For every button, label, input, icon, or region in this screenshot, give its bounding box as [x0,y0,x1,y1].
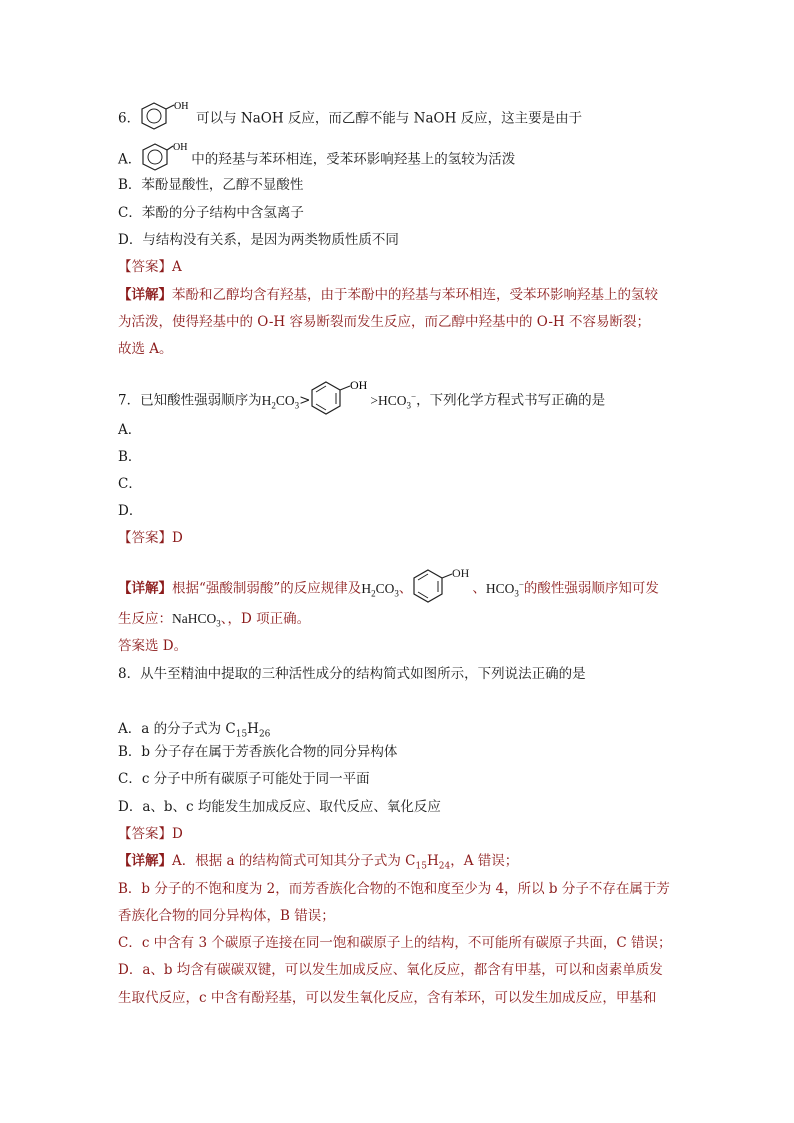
q8-answer: 【答案】D [118,826,183,842]
q7-explain-line-1 [118,566,659,612]
q7-stem-tail: ，下列化学方程式书写正确的是 [416,392,606,409]
q8-explain-h: H [426,853,439,869]
q8-explain-sub1: 15 [415,861,427,872]
q7-number: 7．已知酸性强弱顺序为 [118,392,262,409]
q7-explain-hco3-sup: − [518,579,524,589]
q7-explain-h-sub: 2 [371,588,376,599]
q8-option-a-sub2: 26 [258,729,271,740]
q7-stem-line [118,376,605,426]
q6-number: 6． [118,110,141,127]
q7-option-c: C． [118,476,142,492]
q8-option-d: D．a、b、c 均能发生加成反应、取代反应、氧化反应 [118,799,441,815]
q7-explain-co: CO [375,580,395,596]
q7-option-b: B． [118,449,142,465]
q7-explain-hco3 [485,579,524,599]
q8-explain-text-1e: ，A 错误； [450,853,519,869]
q8-explain-line-6: 生取代反应，c 中含有酚羟基，可以发生氧化反应，含有苯环，可以发生加成反应，甲基和 [118,990,657,1006]
q8-option-a [118,719,270,745]
q6-explain-line-3: 故选 A。 [118,341,173,357]
q6-stem-line [118,101,582,137]
q6-option-a-text: 中的羟基与苯环相连，受苯环影响羟基上的氢较为活泼 [191,151,516,168]
phenol-structure-icon [310,376,370,426]
q6-oh-label: OH [174,101,189,112]
q6-explain-tag: 【详解】 [118,287,172,303]
q6-explain-line-1 [118,285,658,305]
q8-stem: 8．从牛至精油中提取的三种活性成分的结构简式如图所示，下列说法正确的是 [118,666,586,682]
q6-option-a-oh: OH [173,142,188,153]
q8-explain-tag: 【详解】 [118,853,172,869]
q7-hco3-sub: 3 [406,400,412,411]
q6-explain-line-2: 为活泼，使得羟基中的 O-H 容易断裂而发生反应，而乙醇中羟基中的 O-H 不容易断裂； [118,314,650,330]
q8-explain-line-2: B．b 分子的不饱和度为 2，而芳香族化合物的不饱和度至少为 4，所以 b 分子不存在属于芳 [118,881,670,897]
q7-h: H [261,392,272,408]
q8-explain-sub2: 24 [438,861,451,872]
q8-option-b: B．b 分子存在属于芳香族化合物的同分异构体 [118,744,398,760]
q6-answer: 【答案】A [118,259,182,275]
q7-explain-text-2a: 生反应： [118,611,172,627]
q6-option-a-label: A． [118,151,142,168]
q7-explain-oh: OH [452,566,470,580]
q7-co-sub: 3 [294,400,300,411]
q7-explain-text-1g: 的酸性强弱顺序知可发 [523,580,659,597]
q7-explain-hco3-text: HCO [485,580,515,596]
q8-option-a-h: H [247,721,259,737]
q8-option-c: C．c 分子中所有碳原子可能处于同一平面 [118,771,370,787]
q7-h2co3 [261,392,300,411]
q7-explain-nahco3-text: NaHCO [172,611,217,626]
q6-explain-text-1: 苯酚和乙醇均含有羟基，由于苯酚中的羟基与苯环相连，受苯环影响羟基上的氢较 [172,287,658,303]
q7-explain-text-1a: 根据“强酸制弱酸”的反应规律及 [172,580,362,597]
q7-explain-tag: 【详解】 [118,580,172,597]
q8-option-a-sub1: 15 [235,729,248,740]
q6-option-d: D．与结构没有关系，是因为两类物质性质不同 [118,232,399,248]
q7-explain-line-2 [118,609,310,634]
q6-stem: 可以与 NaOH 反应，而乙醇不能与 NaOH 反应，这主要是由于 [196,110,583,127]
q7-h-sub: 2 [271,400,276,411]
q8-explain-line-1 [118,851,518,877]
q7-explain-hco3-sub: 3 [514,588,519,599]
q7-explain-nahco3 [172,611,221,629]
q7-explain-co-sub: 3 [394,588,399,599]
q7-gt: > [299,392,311,409]
q7-hco3 [370,391,417,411]
q8-option-a-text: A．a 的分子式为 C [118,721,236,737]
q8-explain-line-4: C．c 中含有 3 个碳原子连接在同一饱和碳原子上的结构，不可能所有碳原子共面，C 错误； [118,935,672,951]
q7-explain-sep-2: 、 [472,580,486,597]
q8-explain-text-1a: A．根据 a 的结构简式可知其分子式为 C [172,853,416,869]
q6-option-c: C．苯酚的分子结构中含氢离子 [118,205,304,221]
q7-explain-line-3: 答案选 D。 [118,638,188,654]
q7-explain-h2co3 [361,580,399,599]
q7-explain-text-2c: 、，D 项正确。 [220,611,311,627]
q7-answer: 【答案】D [118,530,183,546]
phenol-structure-icon [412,566,472,612]
q8-explain-line-5: D．a、b 均含有碳碳双键，可以发生加成反应、氧化反应，都含有甲基，可以和卤素单质发 [118,962,663,978]
phenol-structure-icon [140,101,196,137]
q6-option-b: B．苯酚显酸性，乙醇不显酸性 [118,177,304,193]
q7-option-d: D． [118,503,143,519]
q7-hco3-text: >HCO [370,392,407,408]
q7-explain-h: H [361,580,372,596]
q7-explain-nahco3-sub: 3 [216,618,221,629]
q7-option-a: A． [118,422,142,438]
q8-explain-line-3: 香族化合物的同分异构体，B 错误； [118,908,335,924]
phenol-structure-icon [141,142,191,178]
q7-co: CO [275,392,295,408]
q7-oh-label: OH [350,378,368,392]
q7-hco3-sup: − [411,391,417,401]
q7-explain-sep-1: 、 [398,580,413,597]
q6-option-a [118,142,515,178]
